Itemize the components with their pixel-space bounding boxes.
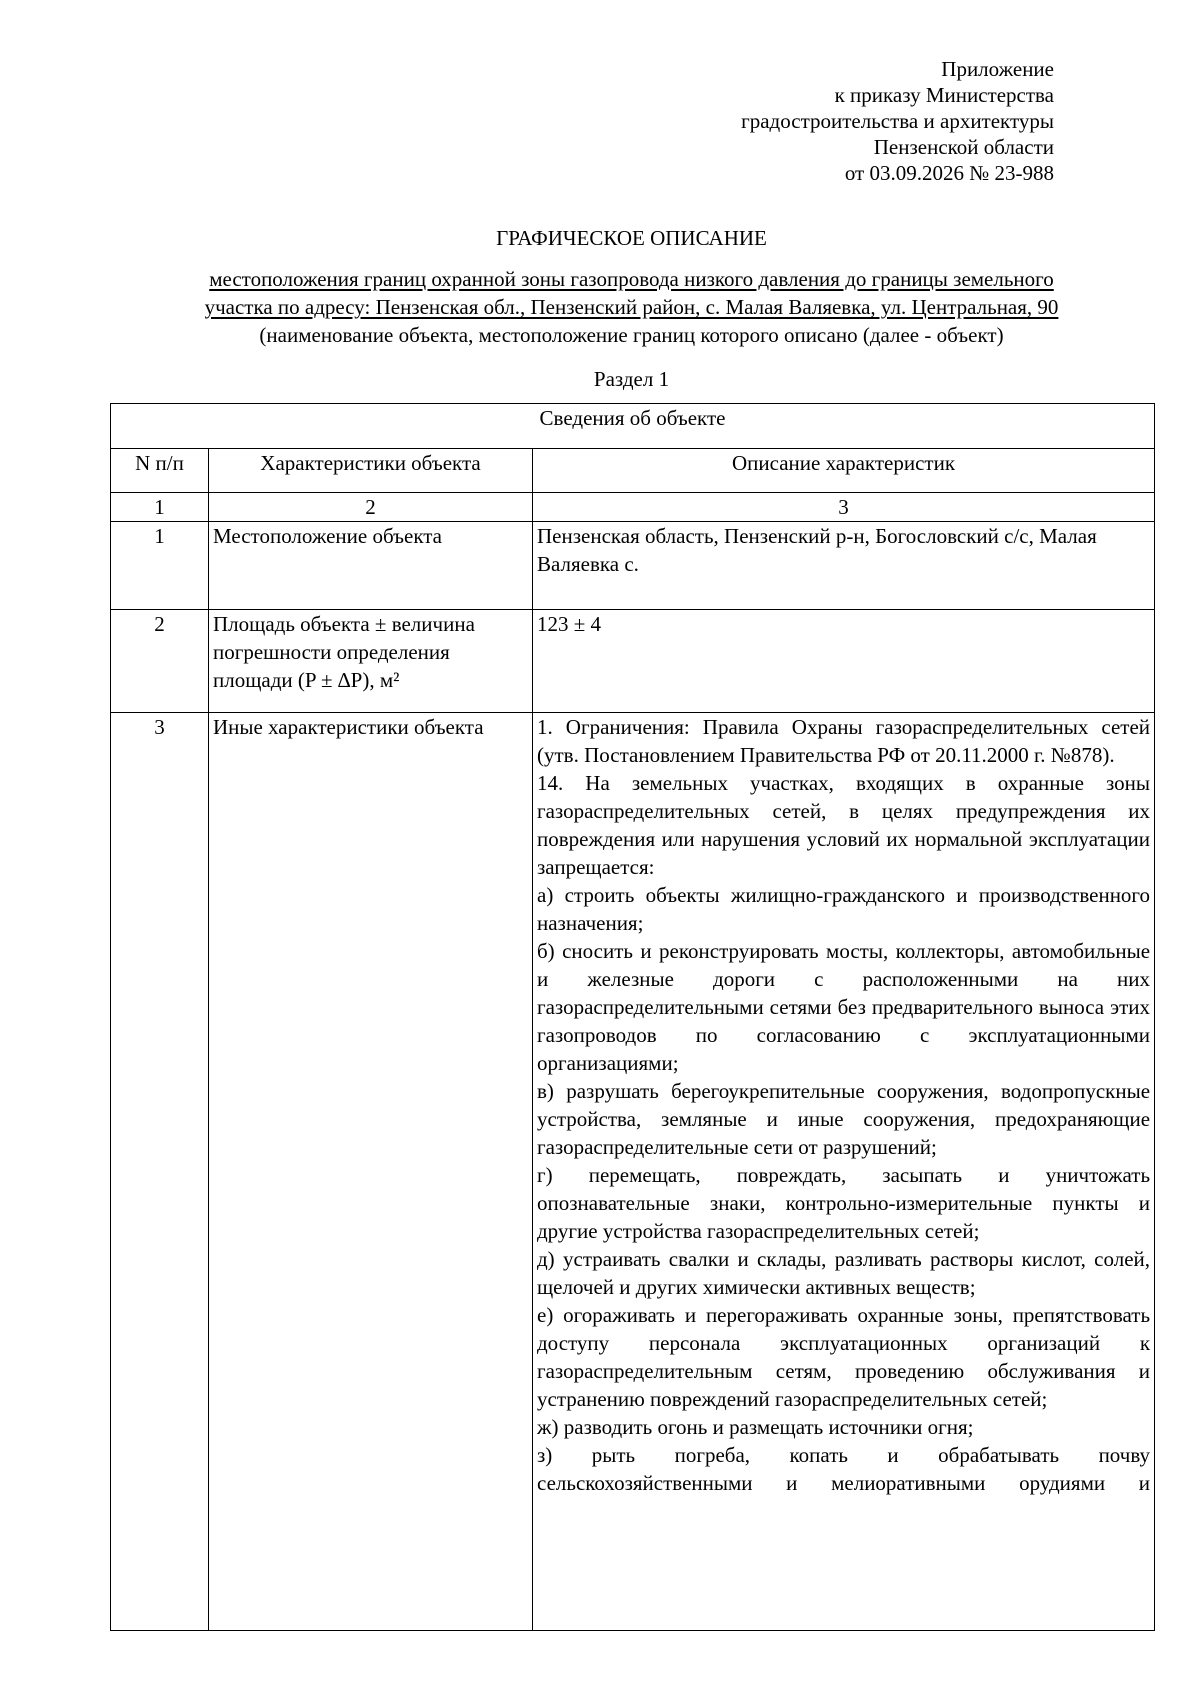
row-2-name: Площадь объекта ± величина погрешности определения площади (P ± ∆P), м²	[209, 610, 533, 713]
appendix-block	[554, 56, 1054, 186]
subtitle-line-1: местоположения границ охранной зоны газопровода низкого давления до границы земельного	[209, 267, 1054, 291]
restriction-paragraph: в) разрушать берегоукрепительные сооружения, водопропускные устройства, земляные и иные сооружения, предохраняющие газораспределительные сети от разрушений;	[537, 1079, 1151, 1159]
row-2-desc: 123 ± 4	[533, 610, 1155, 713]
restriction-paragraph: а) строить объекты жилищно-гражданского и производственного назначения;	[537, 883, 1151, 935]
table-row	[111, 713, 1155, 1631]
appendix-line-1: Приложение	[941, 57, 1054, 81]
header-characteristics: Характеристики объекта	[209, 449, 533, 493]
subtitle-caption: (наименование объекта, местоположение границ которого описано (далее - объект)	[259, 323, 1004, 347]
table-header-row	[111, 449, 1155, 493]
restriction-paragraph: 1. Ограничения: Правила Охраны газораспределительных сетей (утв. Постановлением Правительства РФ от 20.11.2000 г. №878).	[537, 715, 1151, 767]
object-info-table	[110, 403, 1155, 1631]
row-2-num: 2	[111, 610, 209, 713]
appendix-line-3: градостроительства и архитектуры	[741, 109, 1054, 133]
restriction-paragraph: 14. На земельных участках, входящих в охранные зоны газораспределительных сетей, в целях предупреждения их повреждения или нарушения условий их нормальной эксплуатации запрещается:	[537, 771, 1151, 879]
restriction-paragraph: ж) разводить огонь и размещать источники огня;	[537, 1415, 974, 1439]
row-3-num: 3	[111, 713, 209, 1631]
row-3-desc	[533, 713, 1155, 1631]
col-number-1: 1	[111, 493, 209, 522]
document-subtitle	[120, 265, 1143, 349]
subtitle-line-2: участка по адресу: Пензенская обл., Пензенский район, с. Малая Валяевка, ул. Центральная, 90	[204, 295, 1059, 319]
restriction-paragraph: б) сносить и реконструировать мосты, коллекторы, автомобильные и железные дороги с расположенными на них газораспределительными сетями без предварительного выноса этих газопроводов по согласованию с эксплуатационными организациями;	[537, 939, 1151, 1075]
col-number-3: 3	[533, 493, 1155, 522]
appendix-line-2: к приказу Министерства	[834, 83, 1054, 107]
row-1-name: Местоположение объекта	[209, 522, 533, 610]
document-title: ГРАФИЧЕСКОЕ ОПИСАНИЕ	[496, 226, 767, 250]
row-1-desc: Пензенская область, Пензенский р-н, Богословский с/с, Малая Валяевка с.	[533, 522, 1155, 610]
restriction-paragraph: г) перемещать, повреждать, засыпать и уничтожать опознавательные знаки, контрольно-измерительные пункты и другие устройства газораспределительных сетей;	[537, 1163, 1151, 1243]
header-num: N п/п	[111, 449, 209, 493]
restriction-paragraph: е) огораживать и перегораживать охранные зоны, препятствовать доступу персонала эксплуатационных организаций к газораспределительным сетям, проведению обслуживания и устранению повреждений газораспределительных сетей;	[537, 1303, 1151, 1411]
table-row	[111, 610, 1155, 713]
appendix-line-5: от 03.09.2026 № 23-988	[844, 161, 1054, 185]
header-description: Описание характеристик	[533, 449, 1155, 493]
restriction-paragraph: з) рыть погреба, копать и обрабатывать почву сельскохозяйственными и мелиоративными орудиями и	[537, 1443, 1151, 1495]
row-3-name: Иные характеристики объекта	[209, 713, 533, 1631]
col-number-2: 2	[209, 493, 533, 522]
table-caption: Сведения об объекте	[111, 404, 1155, 449]
restriction-paragraph: д) устраивать свалки и склады, разливать растворы кислот, солей, щелочей и других химически активных веществ;	[537, 1247, 1151, 1299]
section-heading: Раздел 1	[593, 367, 670, 391]
table-caption-row	[111, 404, 1155, 449]
column-number-row	[111, 493, 1155, 522]
appendix-line-4: Пензенской области	[873, 135, 1054, 159]
row-1-num: 1	[111, 522, 209, 610]
table-row	[111, 522, 1155, 610]
